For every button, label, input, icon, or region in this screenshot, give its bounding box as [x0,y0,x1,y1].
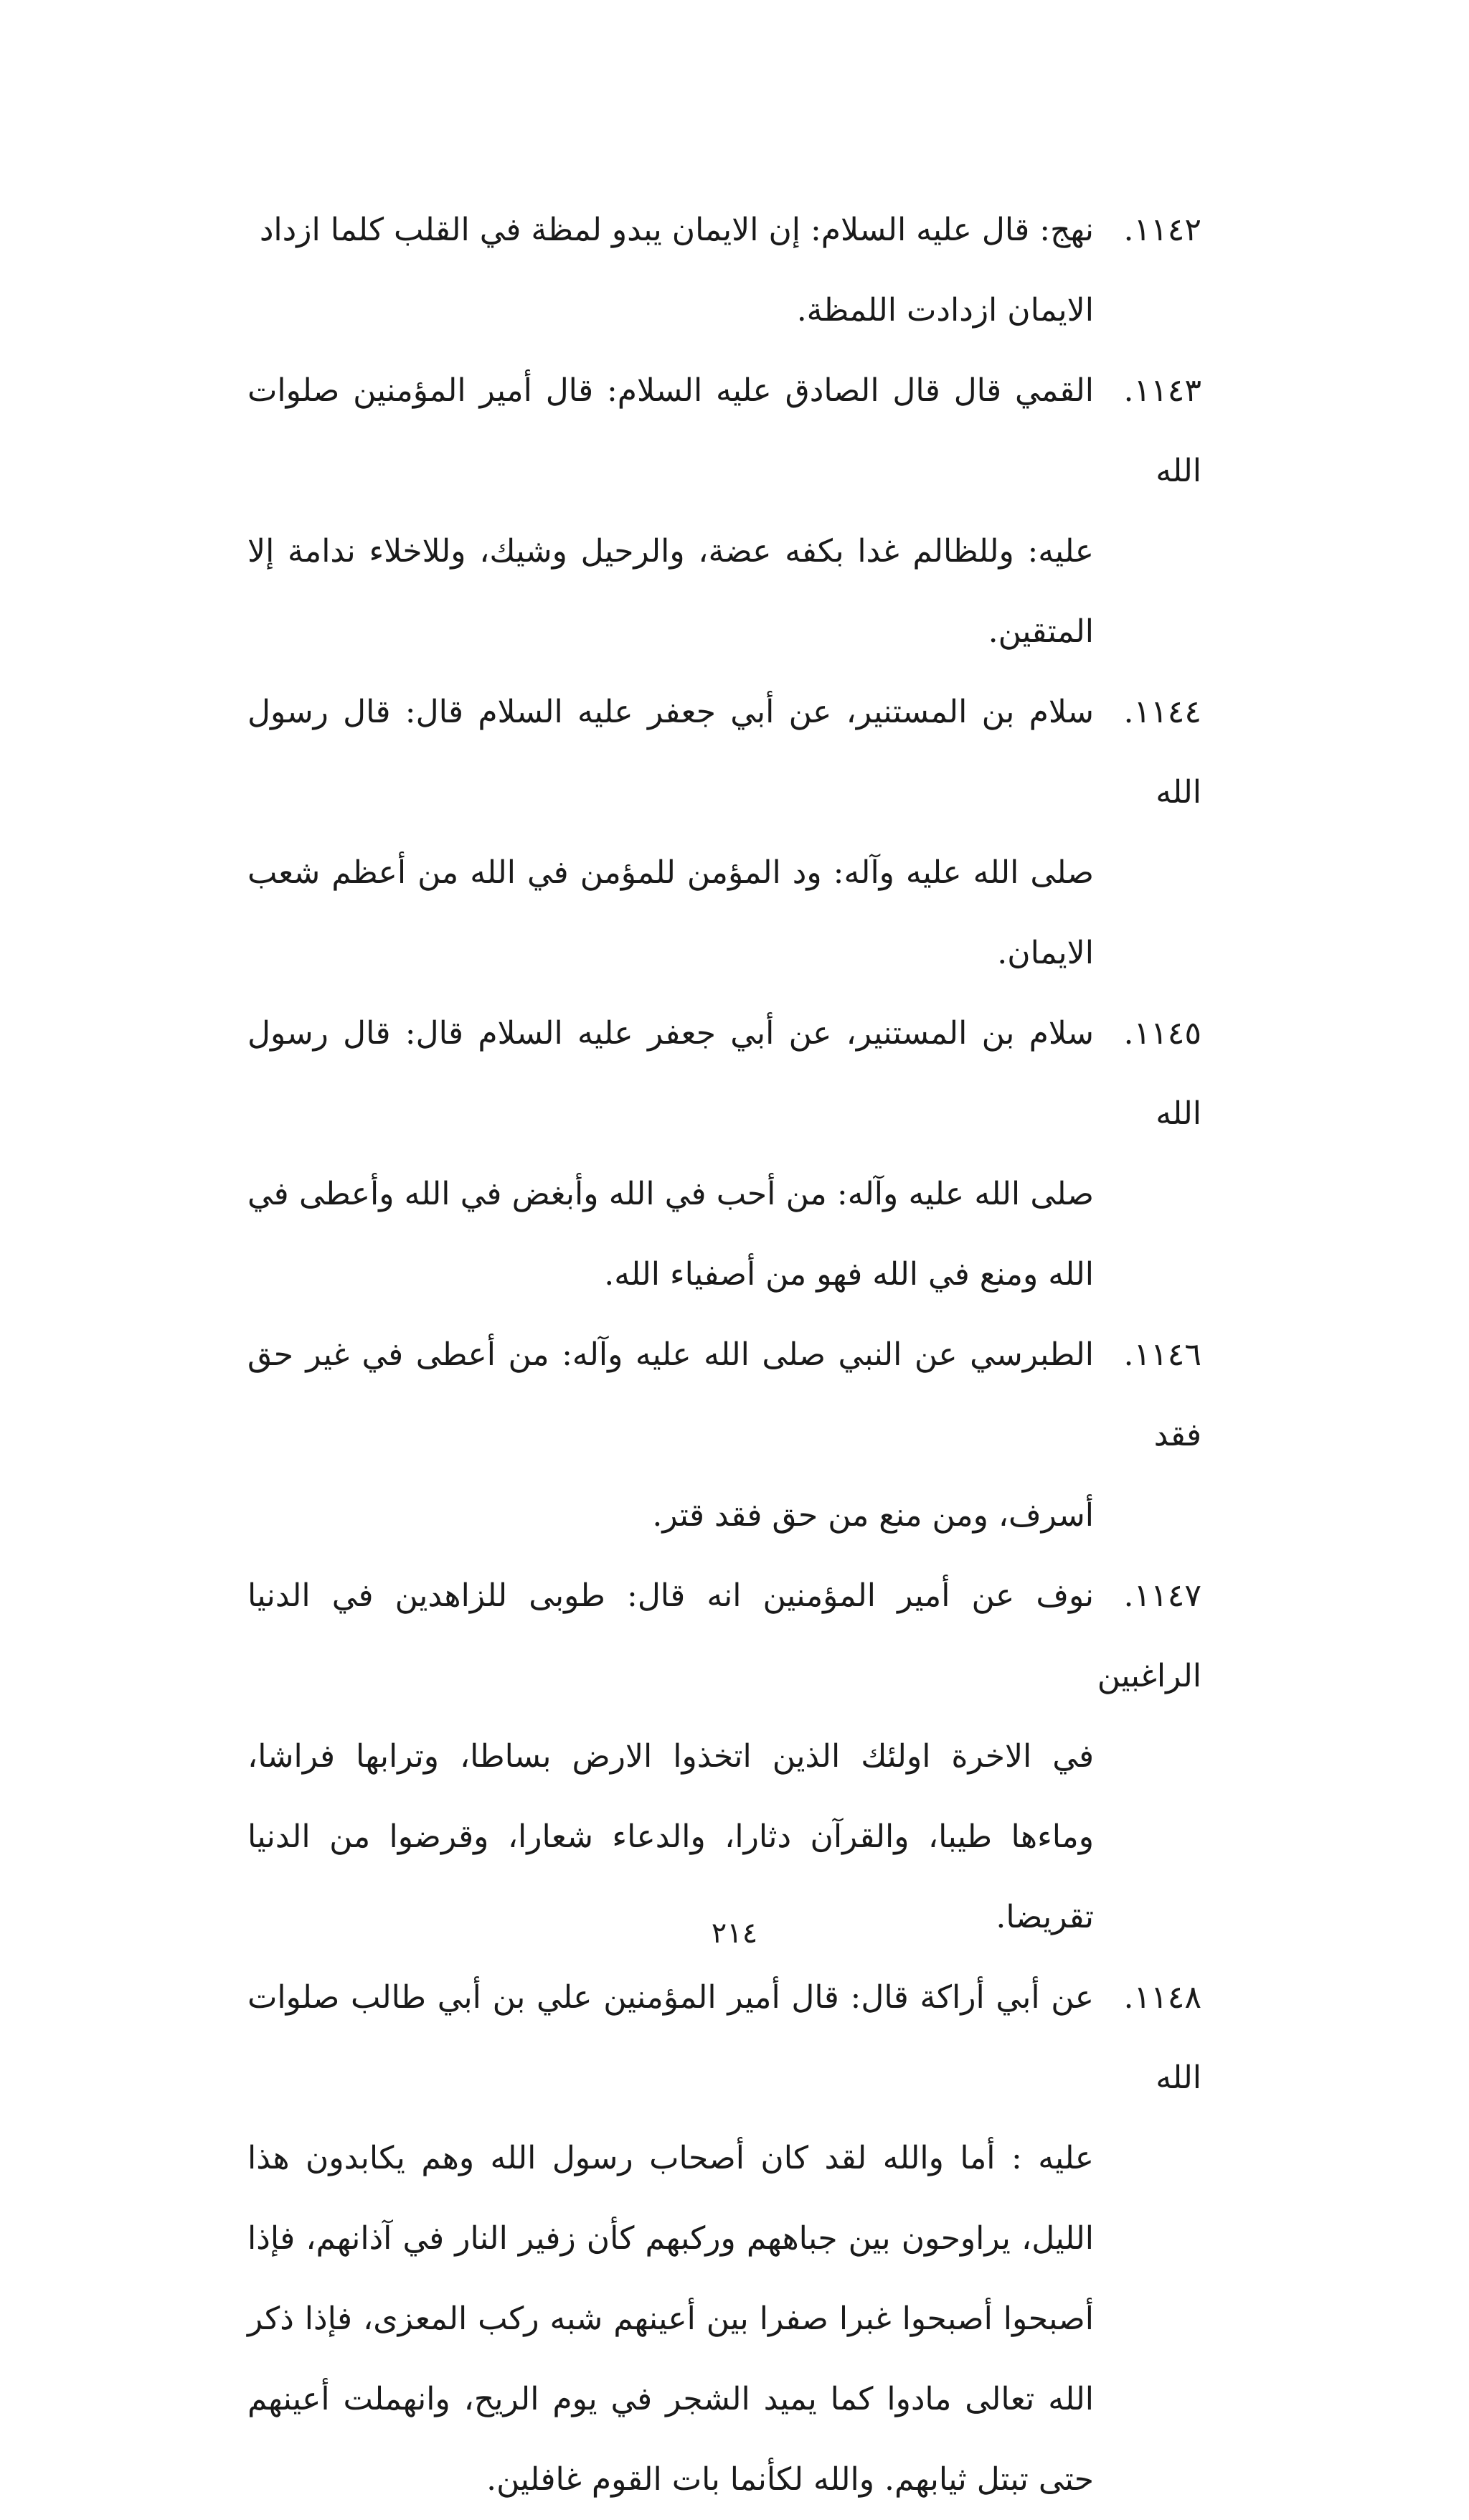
entry-number: ١١٤٢. [1123,212,1201,248]
entry-first-line: القمي قال قال الصادق عليه السلام: قال أمير المؤمنين صلوات الله [247,372,1201,489]
hadith-entry-1142 [247,190,1201,351]
page-number: ٢١٤ [711,1917,758,1950]
entry-first-line: نوف عن أمير المؤمنين انه قال: طوبى للزاهدين في الدنيا الراغبين [247,1577,1201,1694]
entry-number: ١١٤٧. [1123,1577,1201,1614]
entry-number: ١١٤٨. [1123,1979,1201,2016]
entry-continuation: صلى الله عليه وآله: ود المؤمن للمؤمن في الله من أعظم شعب الايمان. [247,854,1094,971]
entry-first-line: سلام بن المستنير، عن أبي جعفر عليه السلام قال: قال رسول الله [247,694,1201,811]
entry-number: ١١٤٦. [1123,1336,1201,1373]
entry-continuation: في الاخرة اولئك الذين اتخذوا الارض بساطا، وترابها فراشا، وماءها طيبا، والقرآن دثارا، والدعاء شعارا، وقرضوا من الدنيا تقريضا. [247,1738,1094,1935]
hadith-entry-1144 [247,672,1201,994]
entry-continuation: أسرف، ومن منع من حق فقد قتر. [652,1497,1094,1534]
entry-number: ١١٤٤. [1123,694,1201,730]
entry-first-line: الطبرسي عن النبي صلى الله عليه وآله: من أعطى في غير حق فقد [247,1336,1201,1453]
hadith-entry-1145 [247,994,1201,1315]
entry-continuation: صلى الله عليه وآله: من أحب في الله وأبغض في الله وأعطى في الله ومنع في الله فهو من أصفياء الله. [247,1176,1094,1293]
entry-number: ١١٤٥. [1123,1015,1201,1052]
entry-continuation: عليه: وللظالم غدا بكفه عضة، والرحيل وشيك، وللاخلاء ندامة إلا المتقين. [247,533,1094,650]
entry-continuation: عليه : أما والله لقد كان أصحاب رسول الله وهم يكابدون هذا الليل، يراوحون بين جباههم وركبهم كأن زفير النار في آذانهم، فإذا أصبحوا أصبحوا غبرا صفرا بين أعينهم شبه ركب المعزى، فإذا ذكر الله تعالى مادوا كما يميد الشجر في يوم الريح، وانهملت أعينهم حتى تبتل ثيابهم. والله لكأنما بات القوم غافلين. [247,2140,1094,2498]
hadith-list [247,190,1201,2520]
hadith-entry-1147 [247,1556,1201,1958]
hadith-entry-1148 [247,1958,1201,2520]
hadith-entry-1143 [247,351,1201,672]
entry-first-line: سلام بن المستنير، عن أبي جعفر عليه السلام قال: قال رسول الله [247,1015,1201,1132]
entry-first-line: نهج: قال عليه السلام: إن الايمان يبدو لمظة في القلب كلما ازداد [259,212,1094,248]
hadith-entry-1146 [247,1315,1201,1556]
entry-continuation: الايمان ازدادت اللمظة. [796,292,1094,329]
entry-first-line: عن أبي أراكة قال: قال أمير المؤمنين علي بن أبي طالب صلوات الله [247,1979,1201,2096]
entry-number: ١١٤٣. [1123,372,1201,409]
